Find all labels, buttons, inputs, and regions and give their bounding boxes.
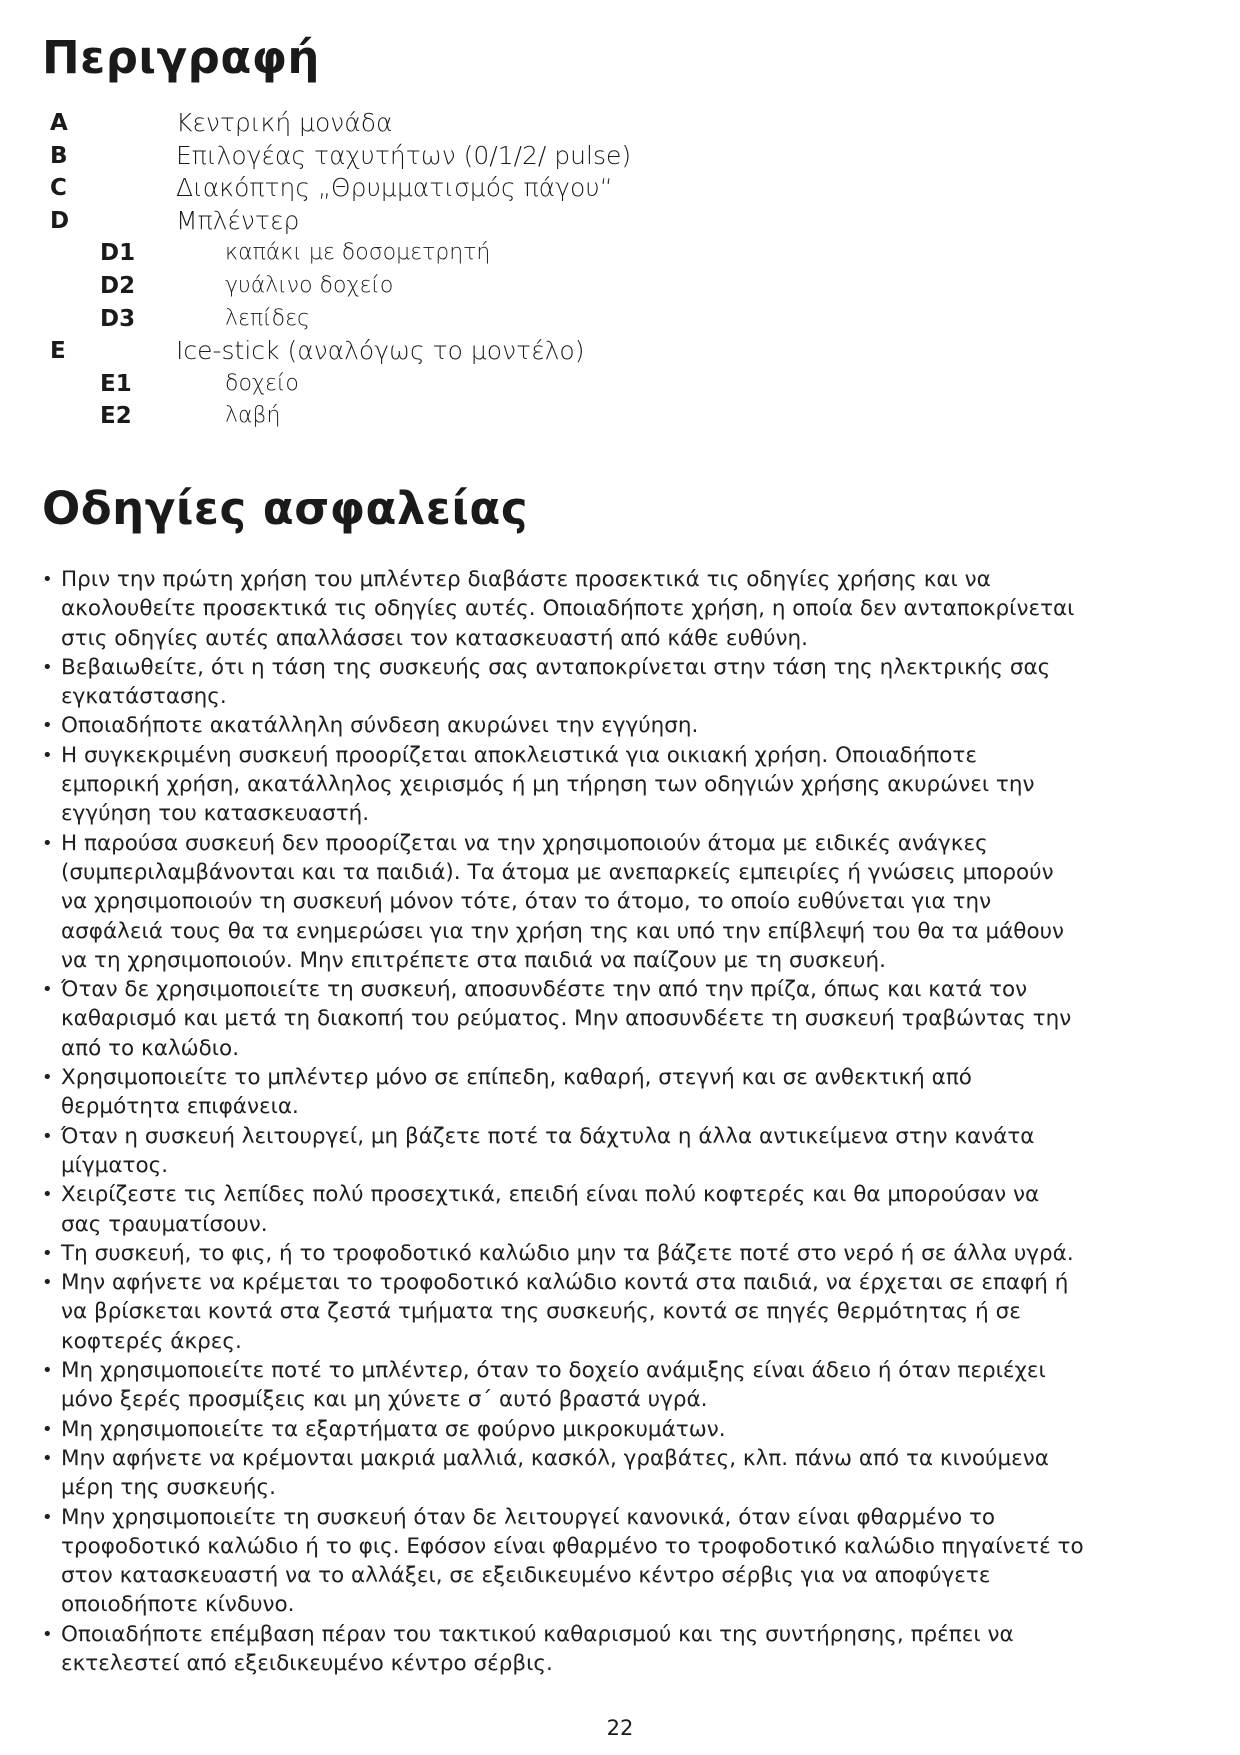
safety-item-line: να χρησιμοποιούν τη συσκευή μόνον τότε, όταν το άτομο, το οποίο ευθύνεται για την [61, 889, 992, 915]
part-code: E2 [100, 403, 132, 430]
safety-item-line: σας τραυματίσουν. [61, 1211, 268, 1237]
safety-item-line: Όταν η συσκευή λειτουργεί, μη βάζετε ποτέ τα δάχτυλα η άλλα αντικείμενα στην κανάτα [61, 1123, 1035, 1149]
safety-item [40, 1268, 1200, 1356]
safety-item [40, 975, 1200, 1063]
bullet-icon: • [42, 715, 53, 737]
page-number: 22 [606, 1716, 634, 1740]
bullet-icon: • [42, 1242, 53, 1264]
safety-item-line: Χειρίζεστε τις λεπίδες πολύ προσεχτικά, επειδή είναι πολύ κοφτερές και θα μπορούσαν να [61, 1182, 1040, 1208]
safety-item-line: οποιοδήποτε κίνδυνο. [61, 1592, 295, 1618]
safety-item-line: Μη χρησιμοποιείτε τα εξαρτήματα σε φούρνο μικροκυμάτων. [61, 1416, 726, 1442]
safety-item [40, 1063, 1200, 1122]
part-item [0, 368, 1240, 401]
bullet-icon: • [42, 1272, 53, 1294]
bullet-icon: • [42, 1506, 53, 1528]
part-code: E [50, 338, 66, 365]
part-label: Μπλέντερ [176, 205, 300, 235]
safety-item-line: εκτελεστεί από εξειδικευμένο κέντρο σέρβις. [61, 1650, 553, 1676]
part-code: C [50, 175, 67, 202]
bullet-icon: • [42, 1360, 53, 1382]
safety-item [40, 711, 1200, 740]
safety-item [40, 1239, 1200, 1268]
safety-item-line: θερμότητα επιφάνεια. [61, 1094, 299, 1120]
safety-item-line: Οποιαδήποτε επέμβαση πέραν του τακτικού καθαρισμού και της συντήρησης, πρέπει να [61, 1621, 1014, 1647]
part-item [0, 205, 1240, 238]
bullet-icon: • [42, 744, 53, 766]
safety-item-line: μόνο ξερές προσμίξεις και μη χύνετε σ΄ αυτό βραστά υγρά. [61, 1387, 708, 1413]
part-code: B [50, 142, 68, 169]
safety-item [40, 1180, 1200, 1239]
bullet-icon: • [42, 1184, 53, 1206]
safety-item [40, 1415, 1200, 1444]
safety-item-line: να βρίσκεται κοντά στα ζεστά τμήματα της συσκευής, κοντά σε πηγές θερμότητας ή σε [61, 1299, 1021, 1325]
safety-item-line: Μην αφήνετε να κρέμεται το τροφοδοτικό καλώδιο κοντά στα παιδιά, να έρχεται σε επαφή ή [61, 1270, 1069, 1296]
bullet-icon: • [42, 979, 53, 1001]
safety-item [40, 1503, 1200, 1620]
safety-item-line: καθαρισμό και μετά τη διακοπή του ρεύματος. Μην αποσυνδέετε τη συσκευή τραβώντας την [61, 1006, 1072, 1032]
safety-item-line: στον κατασκευαστή να το αλλάξει, σε εξειδικευμένο κέντρο σέρβις για να αποφύγετε [61, 1563, 991, 1589]
safety-item-line: μέρη της συσκευής. [61, 1475, 276, 1501]
part-item [0, 172, 1240, 205]
part-item [0, 303, 1240, 336]
bullet-icon: • [42, 1125, 53, 1147]
safety-item-line: Οποιαδήποτε ακατάλληλη σύνδεση ακυρώνει την εγγύηση. [61, 713, 699, 739]
part-label: λαβή [225, 403, 281, 429]
bullet-icon: • [42, 832, 53, 854]
safety-item-line: Βεβαιωθείτε, ότι η τάση της συσκευής σας ανταποκρίνεται στην τάση της ηλεκτρικής σας [61, 654, 1051, 680]
part-label: Διακόπτης „Θρυμματισμός πάγου“ [176, 173, 613, 203]
part-item [0, 335, 1240, 368]
safety-item [40, 1444, 1200, 1503]
safety-item-line: από το καλώδιο. [61, 1035, 240, 1061]
safety-item-line: εγγύηση του κατασκευαστή. [61, 801, 370, 827]
safety-item [40, 829, 1200, 975]
safety-item-line: ασφάλειά τους θα τα ενημερώσει για την χρήση της και υπό την επίβλεψή του θα τα μάθουν [61, 918, 1065, 944]
safety-item-line: μίγματος. [61, 1152, 169, 1178]
safety-item-line: Τη συσκευή, το φις, ή το τροφοδοτικό καλώδιο μην τα βάζετε ποτέ στο νερό ή σε άλλα υγρά. [61, 1240, 1074, 1266]
bullet-icon: • [42, 1418, 53, 1440]
part-item [0, 400, 1240, 433]
part-code: D1 [100, 240, 136, 267]
safety-item-line: τροφοδοτικό καλώδιο ή το φις. Εφόσον είναι φθαρμένο το τροφοδοτικό καλώδιο πηγαίνετέ το [61, 1533, 1084, 1559]
safety-item-line: Πριν την πρώτη χρήση του μπλέντερ διαβάστε προσεκτικά τις οδηγίες χρήσης και να [61, 567, 991, 592]
part-code: D3 [100, 305, 136, 332]
part-label: Επιλογέας ταχυτήτων (0/1/2/ pulse) [176, 140, 632, 170]
safety-item-line: Η συγκεκριμένη συσκευή προορίζεται αποκλειστικά για οικιακή χρήση. Οποιαδήποτε [61, 742, 977, 768]
safety-item [40, 1122, 1200, 1181]
safety-item-line: Χρησιμοποιείτε το μπλέντερ μόνο σε επίπεδη, καθαρή, στεγνή και σε ανθεκτική από [61, 1065, 972, 1091]
part-label: γυάλινο δοχείο [225, 272, 394, 298]
part-item [0, 140, 1240, 173]
safety-item-line: Η παρούσα συσκευή δεν προορίζεται να την χρησιμοποιούν άτομα με ειδικές ανάγκες [61, 830, 988, 856]
part-label: λεπίδες [225, 305, 310, 331]
bullet-icon: • [42, 569, 53, 590]
part-code: A [50, 110, 68, 136]
safety-item [40, 741, 1200, 829]
description-heading: Περιγραφή [42, 31, 320, 84]
part-label: δοχείο [225, 370, 299, 396]
part-item [0, 237, 1240, 270]
safety-item-line: να τη χρησιμοποιούν. Μην επιτρέπετε στα παιδιά να παίζουν με τη συσκευή. [61, 947, 886, 973]
part-label: Κεντρική μονάδα [176, 108, 393, 137]
safety-heading: Οδηγίες ασφαλείας [42, 482, 529, 535]
part-code: E1 [100, 370, 132, 397]
safety-item [40, 653, 1200, 712]
bullet-icon: • [42, 1447, 53, 1469]
part-label: Ice-stick (αναλόγως το μοντέλο) [176, 336, 585, 366]
bullet-icon: • [42, 656, 53, 678]
bullet-icon: • [42, 1067, 53, 1089]
safety-item [40, 1620, 1200, 1679]
safety-item-line: (συμπεριλαμβάνονται και τα παιδιά). Τα άτομα με ανεπαρκείς εμπειρίες ή γνώσεις μπορούν [61, 859, 1054, 885]
part-item [0, 270, 1240, 303]
safety-item [40, 1356, 1200, 1415]
safety-item-line: Μην χρησιμοποιείτε τη συσκευή όταν δε λειτουργεί κανονικά, όταν είναι φθαρμένο το [61, 1504, 996, 1530]
safety-item-line: Όταν δε χρησιμοποιείτε τη συσκευή, αποσυνδέστε την από την πρίζα, όπως και κατά τον [61, 977, 1028, 1003]
part-label: καπάκι με δοσομετρητή [225, 240, 491, 266]
safety-item-line: ακολουθείτε προσεκτικά τις οδηγίες αυτές. Οποιαδήποτε χρήση, η οποία δεν ανταποκρίνεται [61, 596, 1075, 622]
safety-item [40, 565, 1200, 653]
safety-item-line: εγκατάστασης. [61, 684, 227, 710]
safety-item-line: Μην αφήνετε να κρέμονται μακριά μαλλιά, κασκόλ, γραβάτες, κλπ. πάνω από τα κινούμενα [61, 1445, 1049, 1471]
safety-item-line: Μη χρησιμοποιείτε ποτέ το μπλέντερ, όταν το δοχείο ανάμιξης είναι άδειο ή όταν περιέχει [61, 1358, 1046, 1384]
part-code: D [50, 207, 70, 234]
bullet-icon: • [42, 1623, 53, 1645]
safety-item-line: εμπορική χρήση, ακατάλληλος χειρισμός ή μη τήρηση των οδηγιών χρήσης ακυρώνει την [61, 772, 1035, 798]
safety-item-line: κοφτερές άκρες. [61, 1328, 242, 1354]
safety-item-line: στις οδηγίες αυτές απαλλάσσει τον κατασκευαστή από κάθε ευθύνη. [61, 625, 808, 651]
safety-instructions-list [40, 565, 1200, 1678]
parts-description-list [0, 107, 1240, 433]
part-code: D2 [100, 272, 136, 299]
part-item [0, 107, 1240, 140]
